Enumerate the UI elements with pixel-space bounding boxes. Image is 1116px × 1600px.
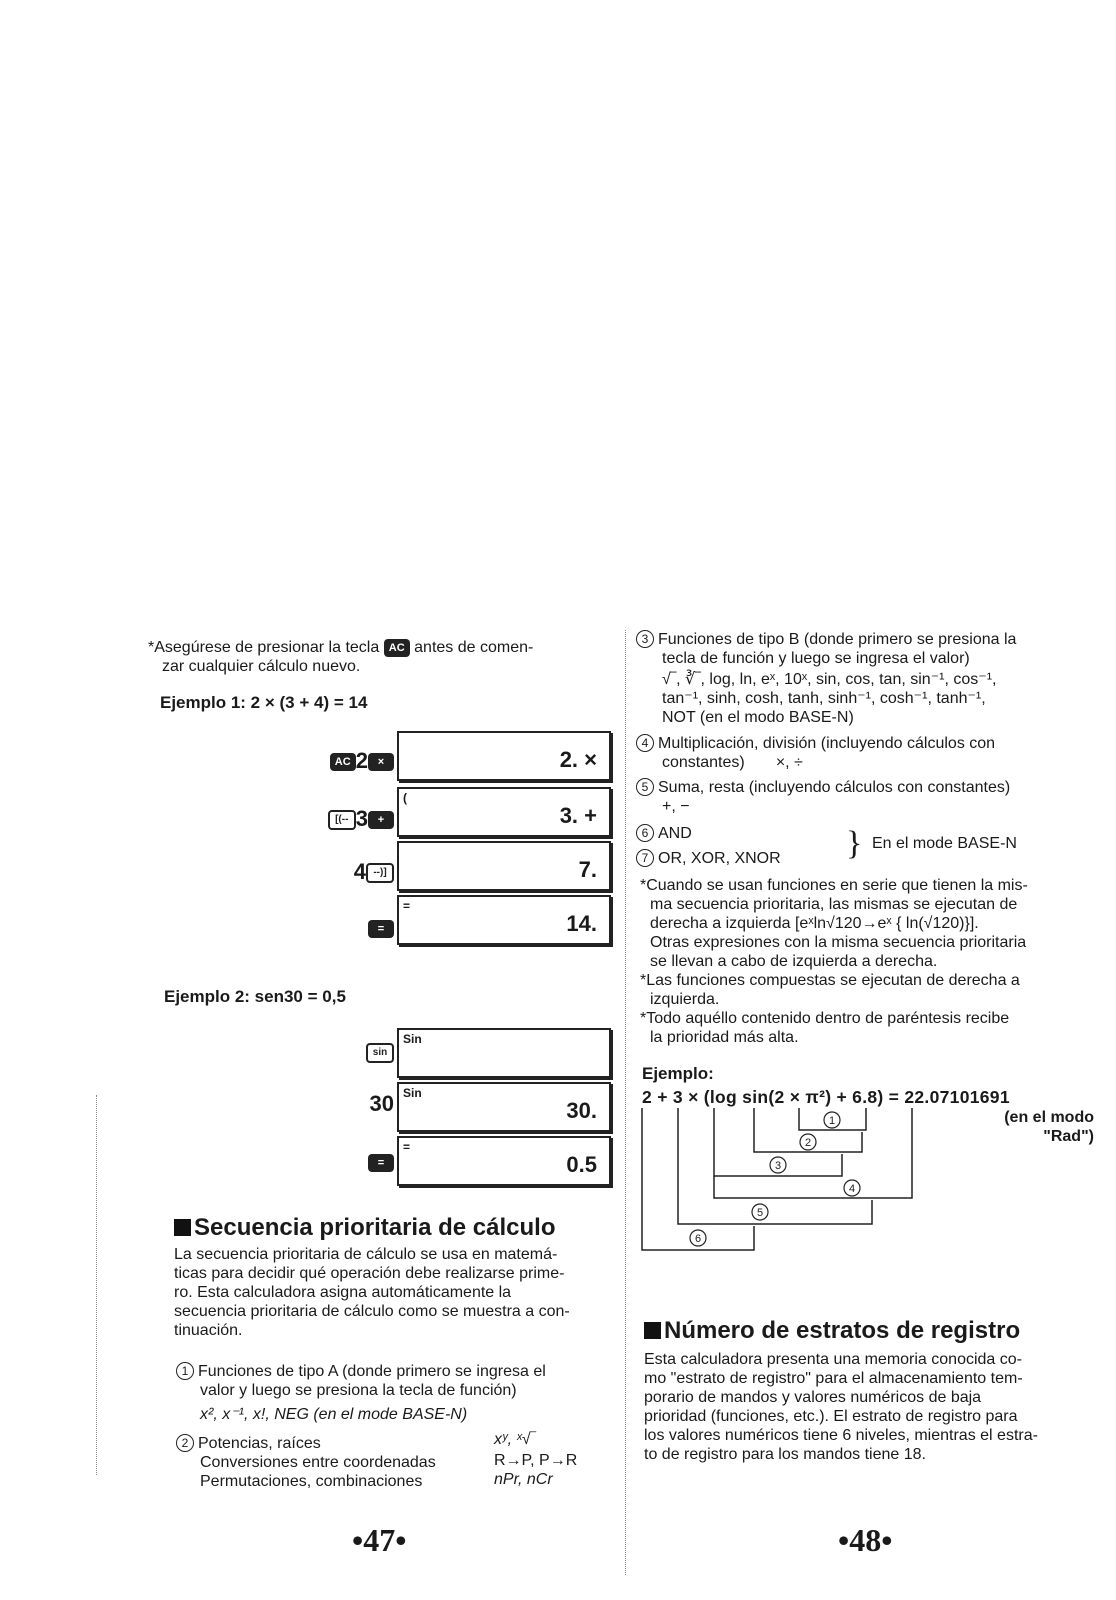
margin-mark: [96, 1095, 97, 1475]
display-indicator: Sin: [403, 1086, 422, 1100]
item3-line4: tan⁻¹, sinh, cosh, tanh, sinh⁻¹, cosh⁻¹, tanh⁻¹,: [662, 690, 986, 707]
page-number-left: •47•: [352, 1522, 407, 1558]
priority-bracket-diagram: [636, 1106, 936, 1276]
ac-key-icon: AC: [330, 753, 356, 771]
item-line: Suma, resta (incluyendo cálculos con constantes): [658, 779, 1011, 796]
item-line: Funciones de tipo B (donde primero se presiona la: [658, 631, 1017, 648]
ex2-display-1: [397, 1028, 611, 1078]
item2-row2-label: Conversiones entre coordenadas: [200, 1454, 436, 1471]
heading-bullet-icon: [174, 1219, 191, 1236]
note-line: *Cuando se usan funciones en serie que tienen la mis-: [640, 877, 1028, 894]
ex2-digit: 30: [369, 1091, 394, 1116]
note-line: la prioridad más alta.: [650, 1029, 799, 1046]
ac-note-line2: zar cualquier cálculo nuevo.: [162, 658, 361, 675]
note-line: *Todo aquéllo contenido dentro de paréntesis recibe: [640, 1010, 1010, 1027]
ac-note-line1: [148, 638, 533, 657]
item-label: Potencias, raíces: [198, 1435, 321, 1452]
stack-body: [644, 1350, 1099, 1464]
circled-number-icon: 6: [636, 824, 654, 842]
ex1-keys-row2: [270, 799, 394, 839]
section-heading-priority: [174, 1214, 555, 1242]
brace-icon: }: [846, 825, 863, 862]
note-line: derecha a izquierda [eˣln√120→eˣ { ln(√120)}].: [650, 915, 979, 932]
example2-title: Ejemplo 2: sen30 = 0,5: [164, 987, 346, 1006]
circled-number-icon: 2: [176, 1434, 194, 1452]
ex1-keys-row1: [270, 741, 394, 781]
ex1-display-3: [397, 841, 611, 891]
ex1-digit: 4: [353, 859, 366, 884]
ex1-display-2: [397, 787, 611, 837]
section-heading-text: Número de estratos de registro: [664, 1317, 1021, 1344]
priority-item-2: [176, 1434, 321, 1453]
example1-title: Ejemplo 1: 2 × (3 + 4) = 14: [160, 693, 368, 712]
ex1-digit: 3: [355, 806, 368, 831]
body-line: prioridad (funciones, etc.). El estrato de registro para: [644, 1408, 1018, 1425]
display-value: 14.: [566, 911, 597, 936]
ac-note-text: *Asegúrese de presionar la tecla: [148, 639, 380, 656]
body-line: to de registro para los mandos tiene 18.: [644, 1446, 926, 1463]
ac-key-icon: AC: [384, 639, 410, 657]
display-value: 0.5: [566, 1152, 597, 1177]
priority-intro: [174, 1245, 614, 1340]
open-paren-key-icon: [(--: [328, 810, 356, 830]
priority-item-6: [636, 824, 692, 843]
ex1-keys-row4: [270, 908, 394, 948]
item3-line2: tecla de función y luego se ingresa el valor): [662, 650, 970, 667]
display-indicator: =: [403, 1140, 411, 1154]
ex2-keys-row2: [270, 1084, 394, 1124]
note-line: izquierda.: [650, 991, 720, 1008]
circled-number-icon: 3: [636, 630, 654, 648]
diagram-label-1: 1: [828, 1115, 836, 1127]
equals-key-icon: =: [368, 1154, 394, 1172]
bracket-6: [642, 1108, 754, 1250]
section-heading-stack: [644, 1317, 1020, 1345]
display-indicator: (: [403, 791, 407, 805]
intro-line: ticas para decidir qué operación debe realizarse prime-: [174, 1265, 565, 1282]
display-indicator: =: [403, 899, 411, 913]
intro-line: tinuación.: [174, 1322, 243, 1339]
body-line: Esta calculadora presenta una memoria conocida co-: [644, 1351, 1022, 1368]
multiply-key-icon: ×: [368, 753, 394, 771]
diagram-label-6: 6: [694, 1233, 702, 1245]
display-value: 3. +: [559, 803, 597, 828]
priority-item-3: [636, 630, 1016, 649]
example-expression: 2 + 3 × (log sin(2 × π²) + 6.8) = 22.07101691: [642, 1087, 1010, 1107]
note-line: ma secuencia prioritaria, las mismas se ejecutan de: [650, 896, 1018, 913]
circled-number-icon: 5: [636, 778, 654, 796]
example-mode-line2: "Rad"): [1043, 1128, 1094, 1145]
intro-line: ro. Esta calculadora asigna automáticamente la: [174, 1284, 512, 1301]
ex2-display-2: [397, 1082, 611, 1132]
item2-row1-value: xʸ, ˣ√‾: [494, 1431, 536, 1448]
circled-number-icon: 1: [176, 1362, 194, 1380]
diagram-label-3: 3: [774, 1160, 782, 1172]
body-line: los valores numéricos tiene 6 niveles, mientras el estra-: [644, 1427, 1038, 1444]
display-indicator: Sin: [403, 1032, 422, 1046]
diagram-label-4: 4: [848, 1183, 856, 1195]
example-title: Ejemplo:: [642, 1064, 714, 1083]
note-line: se llevan a cabo de izquierda a derecha.: [650, 953, 938, 970]
item-line: Funciones de tipo A (donde primero se ingresa el: [198, 1363, 546, 1380]
page-number-right: •48•: [838, 1522, 893, 1558]
section-heading-text: Secuencia prioritaria de cálculo: [194, 1214, 556, 1241]
item3-line3: √‾, ∛‾, log, ln, eˣ, 10ˣ, sin, cos, tan, sin⁻¹, cos⁻¹,: [662, 671, 997, 688]
close-paren-key-icon: --)]: [366, 863, 394, 883]
item3-line5: NOT (en el modo BASE-N): [662, 709, 854, 726]
body-line: porario de mandos y valores numéricos de baja: [644, 1389, 982, 1406]
bracket-4: [714, 1108, 912, 1198]
note-line: Otras expresiones con la misma secuencia prioritaria: [650, 934, 1027, 951]
display-value: 7.: [578, 857, 597, 882]
ex1-digit: 2: [355, 748, 368, 773]
intro-line: secuencia prioritaria de cálculo como se muestra a con-: [174, 1303, 570, 1320]
body-line: mo "estrato de registro" para el almacenamiento tem-: [644, 1370, 1023, 1387]
ex2-keys-row1: [270, 1032, 394, 1072]
item2-row2-value: R→P, P→R: [494, 1452, 578, 1469]
priority-item-5: [636, 778, 1010, 797]
priority-item-7: [636, 849, 781, 868]
priority-notes: [640, 876, 1100, 1047]
ex1-display-1: [397, 731, 611, 781]
priority-item-1: [176, 1362, 546, 1381]
circled-number-icon: 4: [636, 734, 654, 752]
ex2-display-3: [397, 1136, 611, 1186]
item5-line2: +, −: [662, 798, 690, 815]
ex1-keys-row3: [270, 852, 394, 892]
item1-line3: x², x⁻¹, x!, NEG (en el mode BASE-N): [200, 1406, 468, 1423]
diagram-label-5: 5: [756, 1207, 764, 1219]
diagram-label-2: 2: [804, 1137, 812, 1149]
sin-key-icon: sin: [366, 1043, 394, 1063]
priority-item-4: [636, 734, 995, 753]
item1-line2: valor y luego se presiona la tecla de función): [200, 1382, 517, 1399]
item4-line2: constantes) ×, ÷: [662, 754, 803, 771]
ex2-keys-row3: [270, 1142, 394, 1182]
note-line: *Las funciones compuestas se ejecutan de derecha a: [640, 972, 1020, 989]
example-mode-line1: (en el modo: [1004, 1109, 1094, 1126]
base-n-note: En el mode BASE-N: [872, 835, 1017, 852]
equals-key-icon: =: [368, 920, 394, 938]
column-divider: [625, 630, 626, 1575]
item2-row3-label: Permutaciones, combinaciones: [200, 1473, 423, 1490]
circled-number-icon: 7: [636, 849, 654, 867]
ac-note-text-end: antes de comen-: [414, 639, 534, 656]
item2-row3-value: nPr, nCr: [494, 1471, 553, 1488]
item-line: OR, XOR, XNOR: [658, 850, 781, 867]
display-value: 30.: [566, 1098, 597, 1123]
ex1-display-4: [397, 895, 611, 945]
intro-line: La secuencia prioritaria de cálculo se usa en matemá-: [174, 1246, 558, 1263]
plus-key-icon: +: [368, 811, 394, 829]
heading-bullet-icon: [644, 1322, 661, 1339]
item-line: AND: [658, 825, 692, 842]
item-line: Multiplicación, división (incluyendo cálculos con: [658, 735, 996, 752]
display-value: 2. ×: [559, 747, 597, 772]
